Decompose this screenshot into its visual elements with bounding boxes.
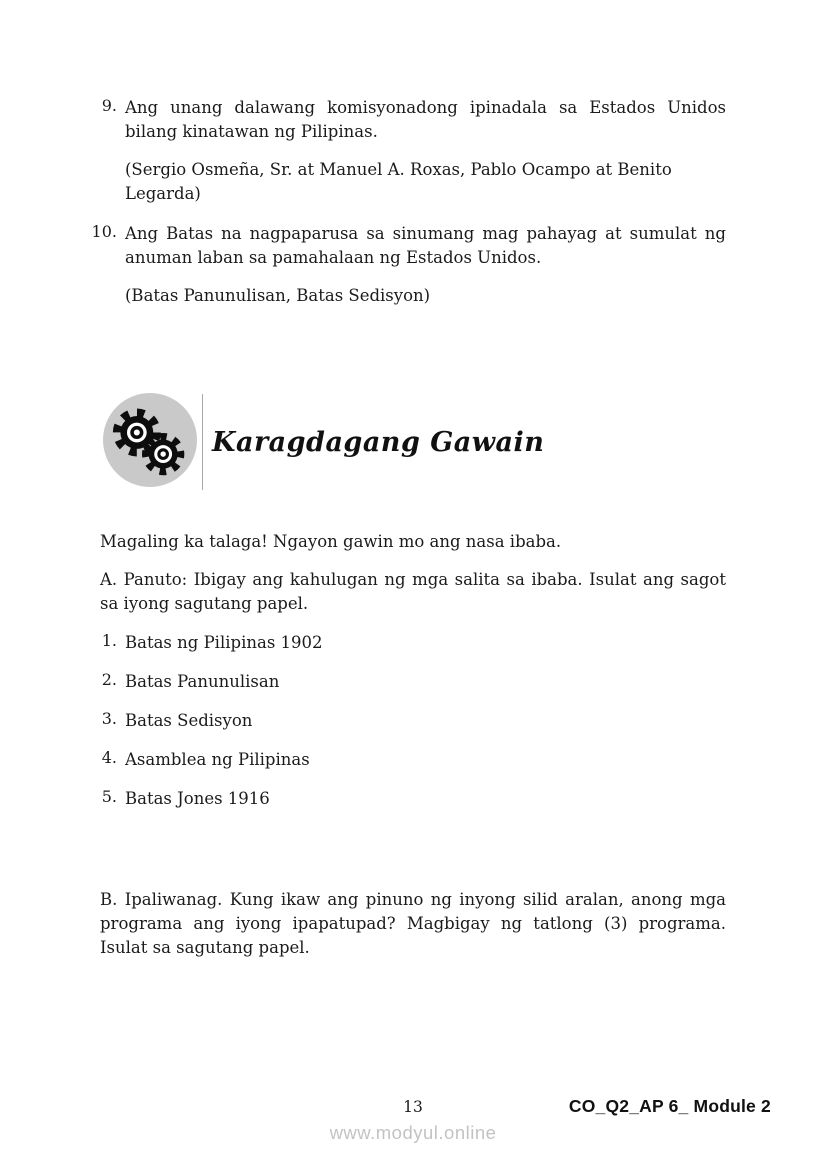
item-number: 3. [101, 709, 117, 728]
list-item [100, 709, 726, 733]
list-item [100, 787, 726, 811]
item-answer: (Sergio Osmeña, Sr. at Manuel A. Roxas, Pablo Ocampo at Benito Legarda) [125, 160, 672, 203]
review-item-10 [91, 222, 726, 308]
intro-text: Magaling ka talaga! Ngayon gawin mo ang nasa ibaba. [100, 532, 562, 551]
section-title: Karagdagang Gawain [212, 426, 545, 458]
item-number: 9. [101, 96, 117, 115]
list-item [100, 670, 726, 694]
part-b-instruction: B. Ipaliwanag. Kung ikaw ang pinuno ng inyong silid aralan, anong mga programa ang iyong ipapatupad? Magbigay ng tatlong (3) programa. Isulat sa sagutang papel. [100, 890, 726, 957]
item-text: Batas Sedisyon [125, 711, 253, 730]
item-text: Batas ng Pilipinas 1902 [125, 633, 323, 652]
item-text: Ang unang dalawang komisyonadong ipinadala sa Estados Unidos bilang kinatawan ng Pilipinas. [125, 98, 726, 141]
section-header [103, 394, 726, 490]
watermark: www.modyul.online [329, 1122, 497, 1143]
part-a-instruction: A. Panuto: Ibigay ang kahulugan ng mga salita sa ibaba. Isulat ang sagot sa iyong sagutang papel. [100, 570, 726, 613]
item-text: Ang Batas na nagpaparusa sa sinumang mag pahayag at sumulat ng anuman laban sa pamahalaan ng Estados Unidos. [125, 224, 726, 267]
review-item-9 [100, 96, 726, 206]
item-text: Batas Panunulisan [125, 672, 280, 691]
gear-small [146, 437, 180, 471]
module-code: CO_Q2_AP 6_ Module 2 [568, 1096, 771, 1116]
item-text: Batas Jones 1916 [125, 789, 270, 808]
header-divider [202, 394, 203, 490]
item-number: 10. [91, 222, 117, 241]
part-a-list [100, 631, 726, 811]
item-number: 1. [101, 631, 117, 650]
item-text: Asamblea ng Pilipinas [125, 750, 310, 769]
list-item [100, 748, 726, 772]
item-number: 2. [101, 670, 117, 689]
item-number: 5. [101, 787, 117, 806]
list-item [100, 631, 726, 655]
item-answer: (Batas Panunulisan, Batas Sedisyon) [125, 286, 431, 305]
gears-icon [103, 393, 197, 491]
item-number: 4. [101, 748, 117, 767]
page-number: 13 [403, 1098, 423, 1116]
